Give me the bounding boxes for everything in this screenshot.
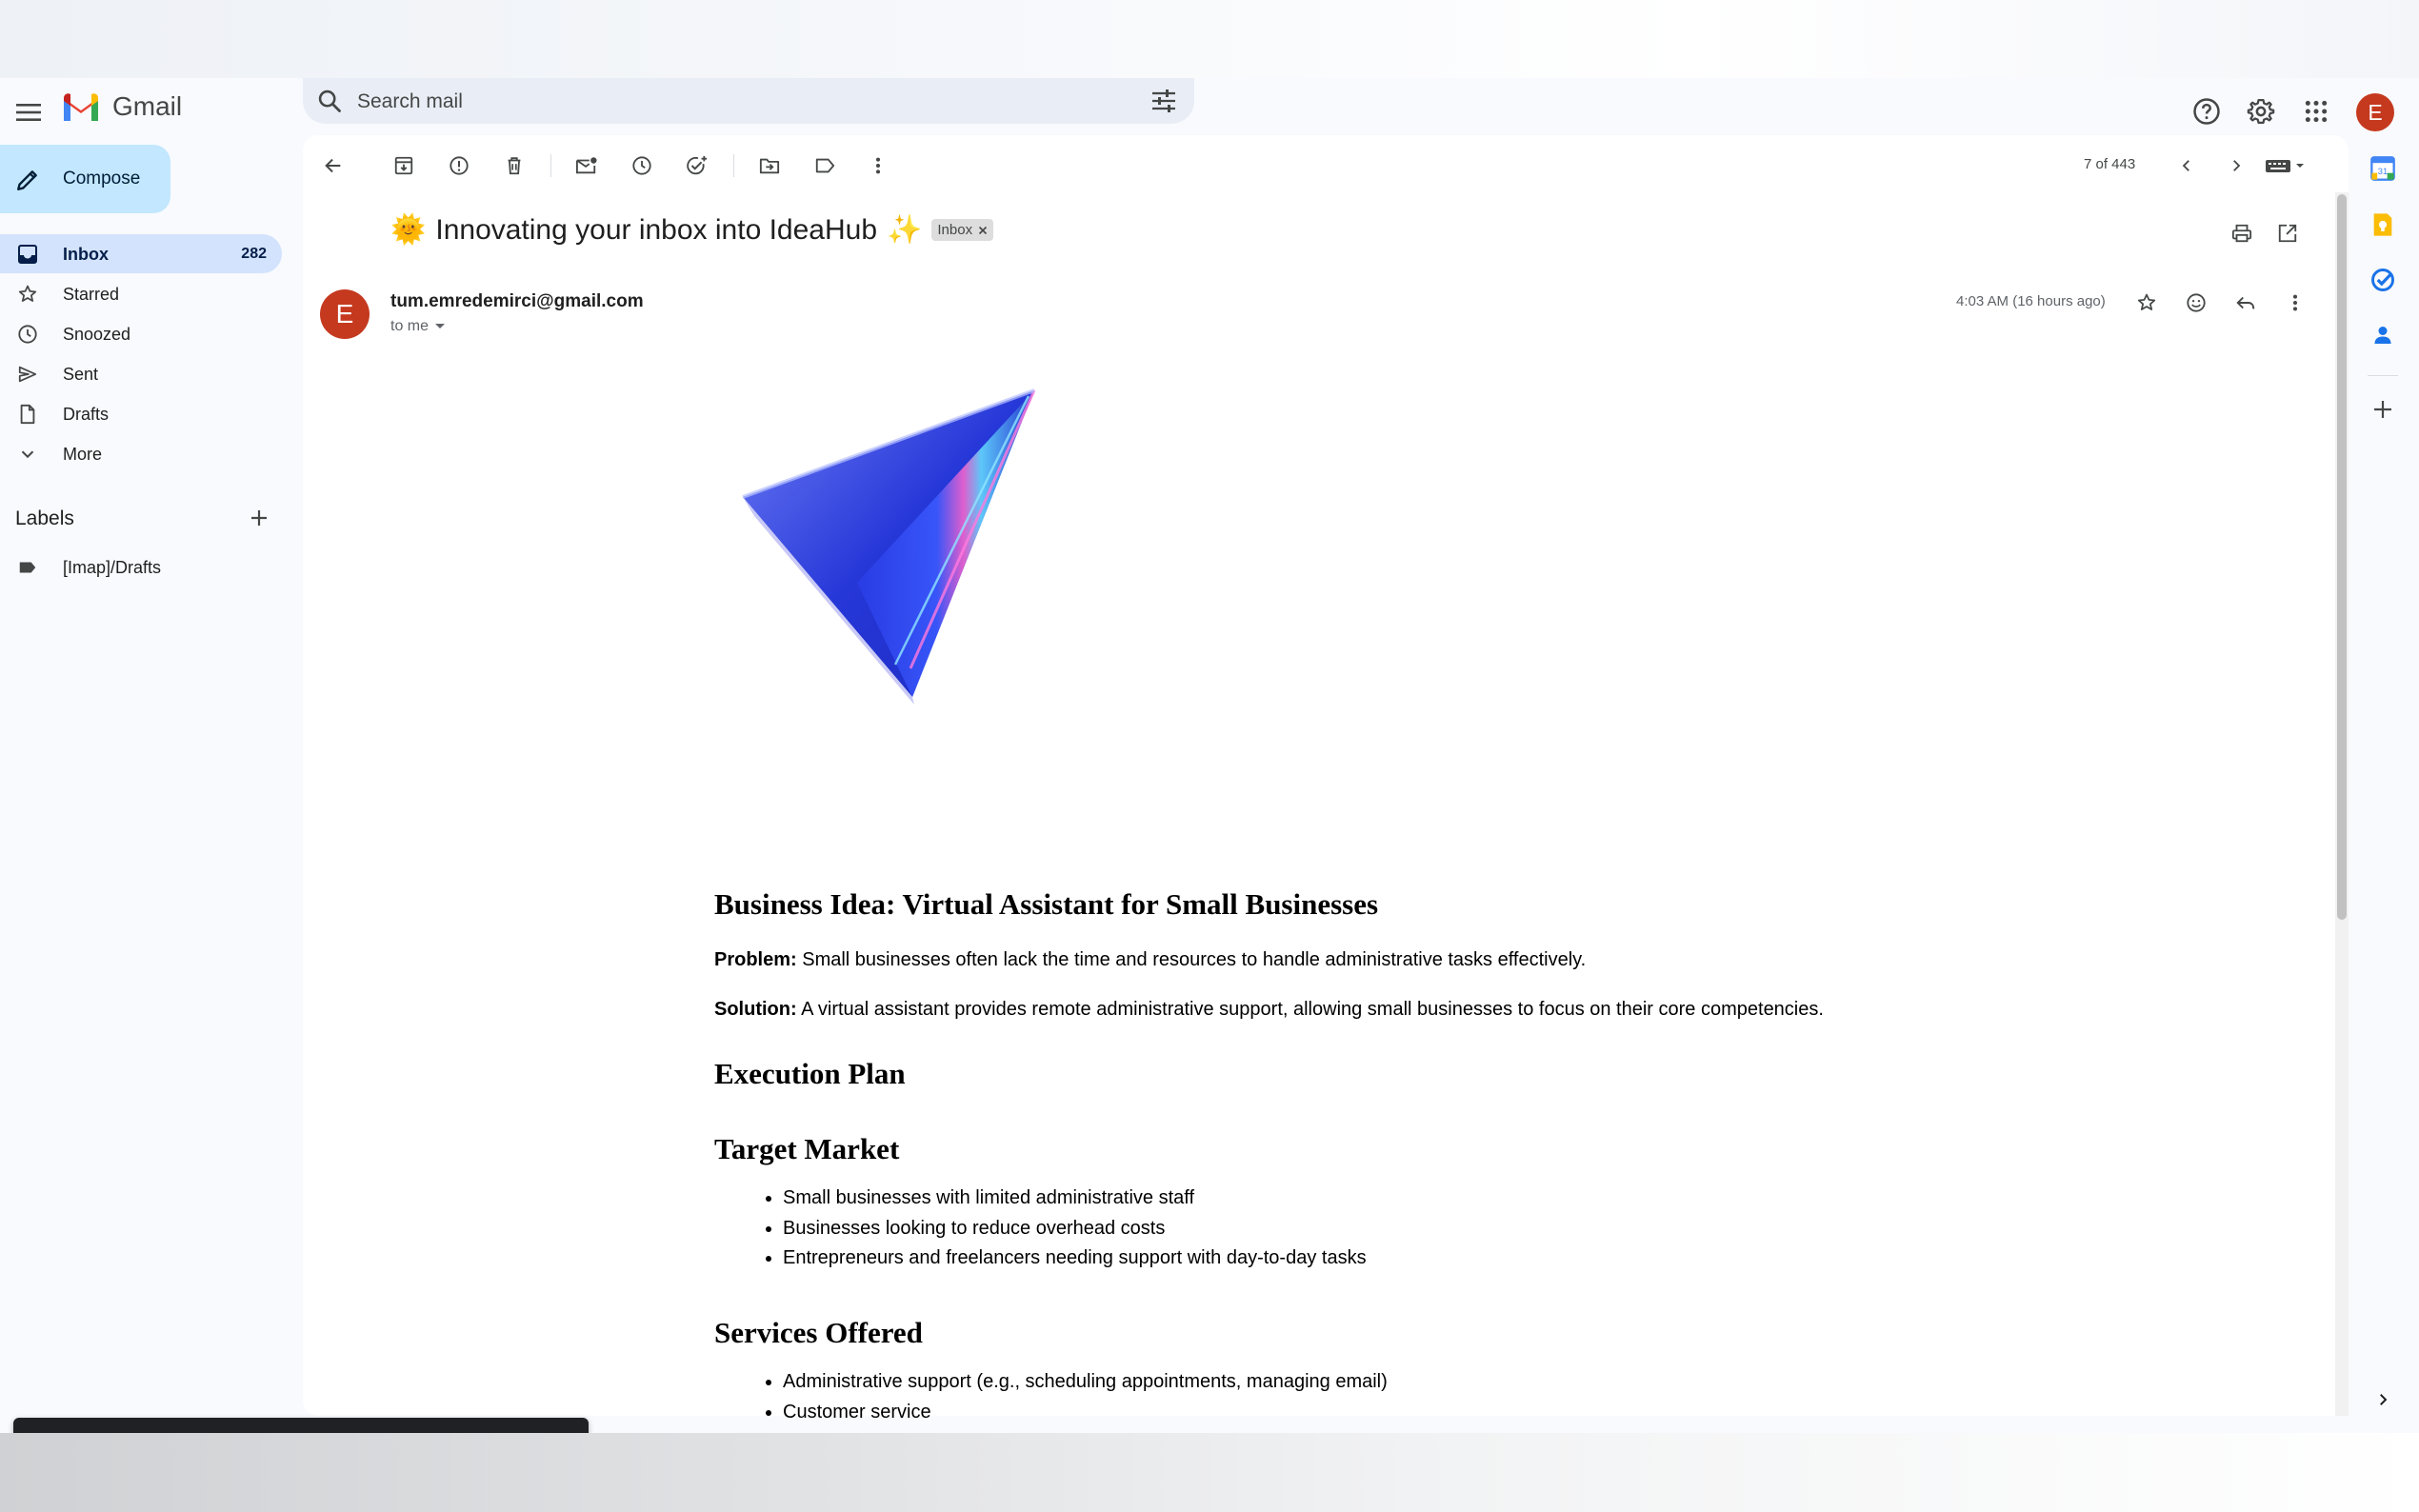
list-item: • Administrative support (e.g., scheduling appointments, managing email) — [783, 1367, 1388, 1398]
archive-button[interactable] — [387, 149, 421, 183]
keyboard-icon — [2265, 157, 2307, 174]
side-panel-divider — [2368, 375, 2398, 376]
sidebar-item-label: Drafts — [63, 405, 110, 424]
mark-unread-button[interactable] — [570, 149, 604, 183]
emoji-icon — [2186, 292, 2207, 313]
problem-paragraph — [714, 949, 1586, 971]
inbox-label-chip[interactable] — [931, 219, 993, 241]
more-vert-icon — [2291, 292, 2299, 313]
prism-hero-image — [714, 383, 1076, 726]
settings-button[interactable] — [2243, 93, 2279, 129]
keep-icon — [2371, 211, 2394, 238]
body-heading-services-offered: Services Offered — [714, 1316, 923, 1349]
desktop-bottom-area — [0, 1433, 2419, 1512]
labels-heading: Labels — [15, 507, 74, 529]
caret-down-icon — [434, 323, 446, 330]
toolbar-divider — [550, 154, 551, 177]
browser-top-area — [0, 0, 2419, 78]
inbox-unread-count: 282 — [241, 246, 267, 262]
chevron-right-icon — [2374, 1391, 2391, 1408]
main-menu-button[interactable] — [10, 93, 48, 131]
solution-paragraph — [714, 999, 1824, 1021]
star-icon — [2136, 292, 2157, 313]
input-tools-button[interactable] — [2257, 149, 2314, 183]
list-item: • Businesses looking to reduce overhead costs — [783, 1214, 1367, 1244]
more-actions-button[interactable] — [861, 149, 895, 183]
sidebar-item-label: Sent — [63, 365, 99, 384]
gmail-logo[interactable] — [61, 91, 182, 122]
message-more-button[interactable] — [2278, 286, 2312, 320]
gmail-app — [0, 78, 2419, 1433]
trash-icon — [504, 155, 525, 176]
sidebar-label-imap-drafts[interactable] — [0, 547, 282, 587]
help-icon — [2192, 97, 2221, 126]
add-reaction-button[interactable] — [2179, 286, 2213, 320]
sidebar-item-inbox[interactable] — [0, 234, 282, 273]
email-view-panel — [303, 135, 2349, 1422]
svg-text:31: 31 — [2377, 166, 2389, 176]
clock-icon — [17, 324, 38, 345]
subject-text: Innovating your inbox into IdeaHub — [435, 213, 878, 246]
sender-avatar: E — [320, 289, 370, 339]
list-item: • Small businesses with limited administrative staff — [783, 1184, 1367, 1214]
open-new-window-button[interactable] — [2270, 216, 2305, 250]
sender-email[interactable]: tum.emredemirci@gmail.com — [390, 291, 644, 311]
clock-icon — [631, 155, 652, 176]
tasks-addon[interactable] — [2366, 263, 2400, 297]
email-subject — [390, 213, 993, 247]
gmail-wordmark: Gmail — [112, 91, 183, 121]
sidebar-item-label: [Imap]/Drafts — [63, 558, 162, 577]
delete-button[interactable] — [497, 149, 531, 183]
sidebar-item-snoozed[interactable] — [0, 314, 282, 353]
labels-button[interactable] — [808, 149, 842, 183]
list-item: • Customer service — [783, 1398, 1388, 1428]
solution-label: Solution: — [714, 999, 797, 1020]
archive-icon — [393, 155, 414, 176]
chevron-left-icon — [2178, 157, 2195, 174]
snooze-button[interactable] — [625, 149, 659, 183]
label-icon — [17, 557, 38, 578]
plus-icon — [248, 507, 270, 529]
calendar-icon — [2369, 155, 2396, 182]
back-button[interactable] — [316, 149, 350, 183]
search-input[interactable] — [355, 86, 1121, 118]
print-all-button[interactable] — [2225, 216, 2259, 250]
google-apps-button[interactable] — [2298, 93, 2334, 129]
compose-label: Compose — [63, 169, 141, 189]
sidebar-item-sent[interactable] — [0, 354, 282, 393]
get-addons-button[interactable] — [2366, 392, 2400, 427]
sidebar-item-label: Inbox — [63, 245, 109, 264]
arrow-back-icon — [323, 155, 344, 176]
draft-icon — [17, 404, 38, 425]
sidebar-item-more[interactable] — [0, 434, 282, 473]
hamburger-icon — [16, 103, 41, 122]
body-heading-execution-plan: Execution Plan — [714, 1057, 906, 1090]
gmail-m-icon — [61, 92, 101, 121]
inbox-icon — [17, 244, 38, 265]
mark-unread-icon — [575, 155, 598, 176]
label-outline-icon — [813, 155, 836, 176]
reply-icon — [2235, 292, 2256, 313]
more-vert-icon — [874, 155, 882, 176]
pencil-icon — [15, 168, 40, 192]
sidebar-item-drafts[interactable] — [0, 394, 282, 433]
scrollbar-thumb[interactable] — [2337, 194, 2347, 920]
show-side-panel-button[interactable] — [2366, 1383, 2400, 1417]
report-spam-button[interactable] — [442, 149, 476, 183]
recipient-details-toggle[interactable] — [390, 318, 446, 335]
list-item: • Entrepreneurs and freelancers needing support with day-to-day tasks — [783, 1243, 1367, 1274]
toolbar-divider — [733, 154, 734, 177]
search-icon[interactable] — [316, 88, 343, 114]
account-avatar[interactable]: E — [2356, 93, 2394, 131]
sidebar-item-starred[interactable] — [0, 274, 282, 313]
older-button[interactable] — [2219, 149, 2253, 183]
contacts-icon — [2371, 323, 2394, 348]
reply-button[interactable] — [2229, 286, 2263, 320]
sparkles-emoji: ✨ — [887, 214, 923, 246]
chip-label: Inbox — [937, 222, 973, 238]
move-to-folder-icon — [758, 155, 781, 176]
gear-icon — [2247, 97, 2275, 126]
sidebar-item-label: More — [63, 445, 103, 464]
body-heading-business-idea: Business Idea: Virtual Assistant for Small Businesses — [714, 887, 1379, 921]
body-heading-target-market: Target Market — [714, 1132, 900, 1165]
close-icon[interactable] — [978, 226, 988, 235]
apps-grid-icon — [2304, 99, 2329, 124]
calendar-addon[interactable] — [2366, 151, 2400, 186]
sun-emoji: 🌞 — [390, 214, 427, 246]
create-label-button[interactable] — [248, 507, 270, 534]
problem-text: Small businesses often lack the time and resources to handle administrative tasks effectively. — [796, 949, 1587, 970]
send-icon — [17, 364, 38, 385]
print-icon — [2230, 223, 2253, 244]
chevron-right-icon — [2228, 157, 2245, 174]
target-market-list — [714, 1184, 1367, 1274]
keep-addon[interactable] — [2366, 208, 2400, 242]
recipient-text: to me — [390, 318, 430, 334]
move-to-button[interactable] — [752, 149, 787, 183]
sidebar-item-label: Starred — [63, 285, 120, 304]
report-icon — [449, 155, 470, 176]
add-to-tasks-button[interactable] — [680, 149, 714, 183]
star-button[interactable] — [2129, 286, 2164, 320]
tasks-icon — [2369, 267, 2396, 293]
star-icon — [17, 284, 38, 305]
chevron-down-icon — [17, 444, 38, 465]
search-bar — [303, 78, 1194, 124]
newer-button[interactable] — [2169, 149, 2204, 183]
open-in-new-icon — [2277, 223, 2298, 244]
contacts-addon[interactable] — [2366, 318, 2400, 352]
problem-label: Problem: — [714, 949, 797, 970]
pagination-count: 7 of 443 — [2084, 156, 2136, 172]
solution-text: A virtual assistant provides remote administrative support, allowing small businesses to focus on their core competencies. — [796, 999, 1824, 1020]
email-timestamp: 4:03 AM (16 hours ago) — [1956, 293, 2106, 309]
search-options-icon[interactable] — [1150, 89, 1177, 113]
add-task-icon — [686, 155, 709, 176]
sidebar-item-label: Snoozed — [63, 325, 131, 344]
compose-button[interactable] — [0, 145, 170, 213]
support-button[interactable] — [2189, 93, 2225, 129]
plus-icon — [2371, 398, 2394, 421]
